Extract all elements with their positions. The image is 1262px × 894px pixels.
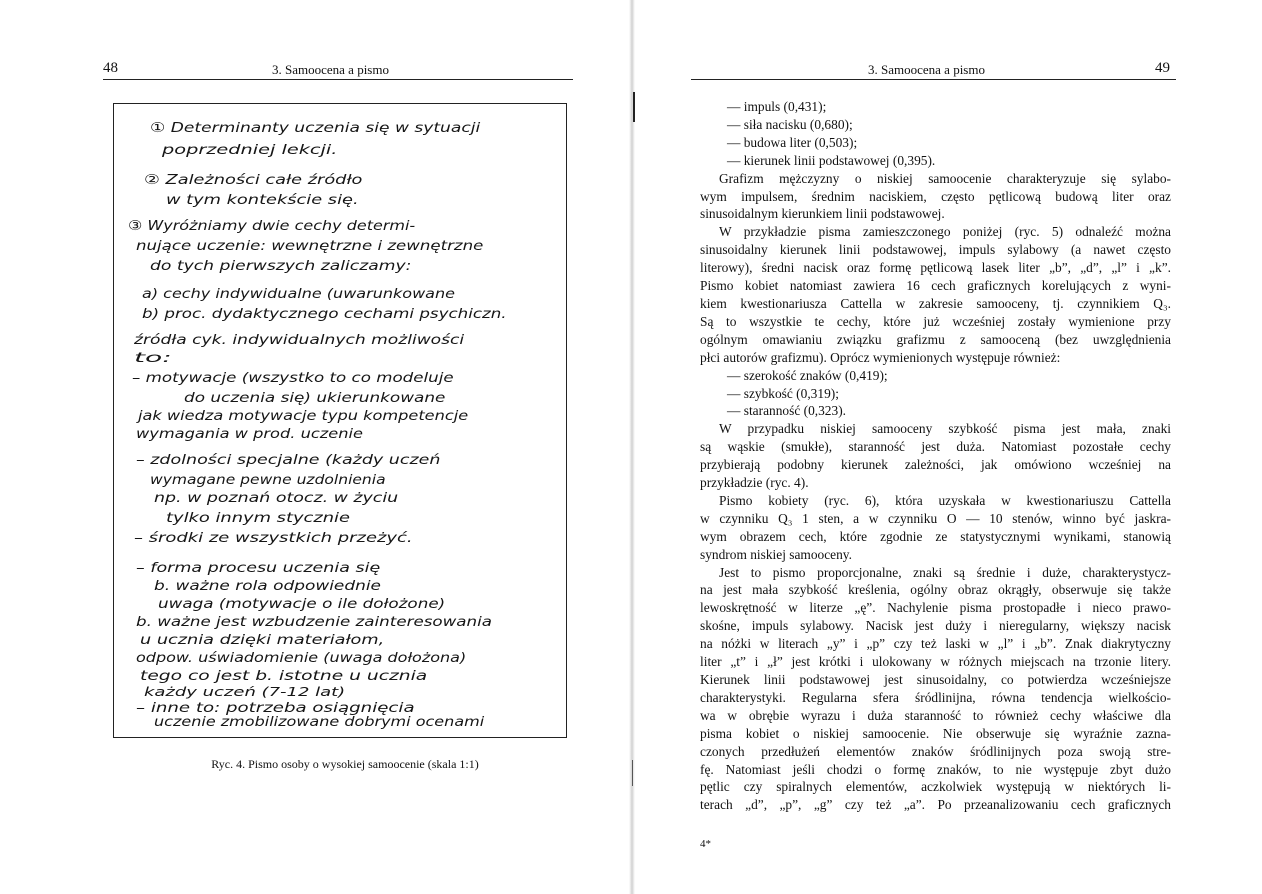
text-line: przybierają podobny kierunek zależności, jak omówiono wcześniej na xyxy=(700,457,1171,473)
text-line: Pismo kobiety (ryc. 6), która uzyskała w kwestionariuszu Cattella xyxy=(719,492,1171,508)
text-line: Są to wszystkie te cechy, które już wcześniej zostały wymienione przy xyxy=(700,313,1171,329)
handwritten-line: do tych pierwszych zaliczamy: xyxy=(150,258,412,274)
page-number: 48 xyxy=(103,60,118,76)
handwritten-line: b) proc. dydaktycznego cechami psychiczn. xyxy=(142,306,507,322)
running-head: 3. Samoocena a pismo xyxy=(868,62,985,77)
text-line: — budowa liter (0,503); xyxy=(727,134,858,150)
handwritten-line: poprzedniej lekcji. xyxy=(160,142,338,158)
handwritten-line: np. w poznań otocz. w życiu xyxy=(154,491,399,506)
text-line: wa w obrębie wyrazu i duża staranność to również cechy właściwe dla xyxy=(700,707,1171,723)
text-line: czonych przedłużeń elementów znaków śródlinijnych poza swoją stre- xyxy=(700,743,1171,759)
text-line: syndrom niskiej samooceny. xyxy=(700,546,852,562)
text-line: na jest mała szybkość kreślenia, ogólny obraz okrągły, obserwuje się także xyxy=(700,582,1171,598)
handwritten-line: ③ Wyróżniamy dwie cechy determi- xyxy=(128,218,416,234)
handwritten-line: – motywacje (wszystko to co modeluje xyxy=(132,370,454,386)
header-rule xyxy=(103,79,573,80)
running-head: 3. Samoocena a pismo xyxy=(272,62,389,77)
text-line: charakterystyki. Regularna sfera śródlinijna, równa tendencja wielkościo- xyxy=(700,689,1171,705)
text-line: — szybkość (0,319); xyxy=(727,385,839,401)
text-line: — impuls (0,431); xyxy=(727,99,827,114)
handwritten-line: tego co jest b. istotne u ucznia xyxy=(140,669,428,684)
text-line: sinusoidalnym kierunkiem linii podstawowej. xyxy=(700,206,945,222)
handwritten-line: b. ważne jest wzbudzenie zainteresowania xyxy=(136,615,493,630)
handwritten-line: nujące uczenie: wewnętrzne i zewnętrzne xyxy=(136,238,484,254)
text-line: sinusoidalny kierunek linii podstawowej, impuls sylabowy (a nawet często xyxy=(700,242,1171,258)
body-text xyxy=(700,98,1171,814)
text-line: fę. Natomiast jeśli chodzi o formę znaków, to nie występuje zbyt dużo xyxy=(700,761,1171,777)
text-line: — kierunek linii podstawowej (0,395). xyxy=(727,152,936,168)
text-line: pisma kobiet o niskiej samoocenie. Nie obserwuje się wyraźnie zazna- xyxy=(700,725,1171,741)
handwritten-line: wymagania w prod. uczenie xyxy=(136,426,363,442)
text-line: wym obrazem cech, które zgodnie ze statystycznymi wynikami, stanowią xyxy=(700,528,1171,544)
handwritten-line: do uczenia się) ukierunkowane xyxy=(184,390,446,406)
handwritten-line: w tym kontekście się. xyxy=(166,192,359,208)
text-line: Jest to pismo proporcjonalne, znaki są średnie i duże, charakterystycz- xyxy=(719,564,1171,580)
handwritten-line: ② Zależności całe źródło xyxy=(144,172,363,188)
text-line: Kierunek linii podstawowej jest sinusoidalny, co potwierdza wcześniejsze xyxy=(700,672,1171,687)
signature-mark: 4* xyxy=(700,838,711,850)
handwritten-line: – zdolności specjalne (każdy uczeń xyxy=(136,452,441,468)
header-rule xyxy=(691,79,1176,80)
figure-caption: Ryc. 4. Pismo osoby o wysokiej samoocenie (skala 1:1) xyxy=(211,757,479,771)
handwritten-line: to: xyxy=(134,351,172,366)
text-line: lewoskrętność w literze „ę”. Nachylenie pisma prostopadłe i nieco prawo- xyxy=(700,600,1171,616)
handwritten-line: – inne to: potrzeba osiągnięcia xyxy=(136,700,415,716)
text-line: kiem kwestionariusza Cattella w zakresie samooceny, tj. czynnikiem Q₃. xyxy=(700,295,1171,311)
text-line: Grafizm mężczyzny o niskiej samoocenie charakteryzuje się sylabo- xyxy=(719,170,1171,186)
text-line: terach „d”, „p”, „g” czy też „a”. Po przeanalizowaniu cech graficznych xyxy=(700,797,1171,813)
text-line: na nóżki w literach „y” i „p” czy też laski w „l” i „b”. Znak diakrytyczny xyxy=(700,636,1171,652)
handwritten-line: u ucznia dzięki materiałom, xyxy=(140,633,385,648)
handwritten-line: – forma procesu uczenia się xyxy=(136,560,381,576)
right-page xyxy=(631,0,1262,894)
handwritten-line: b. ważne rola odpowiednie xyxy=(154,579,381,594)
text-line: w czynniku Q₃ 1 sten, a w czynniku O — 10 stenów, winno być jaskra- xyxy=(700,510,1171,526)
text-line: ogólnym omawianiu związku grafizmu z samooceną (bez uwzględnienia xyxy=(700,331,1171,347)
text-line: — szerokość znaków (0,419); xyxy=(727,367,888,383)
text-line: liter „t” i „ł” jest krótki i ulokowany w różnych miejscach na trzonie litery. xyxy=(700,654,1171,670)
handwritten-line: tylko innym stycznie xyxy=(166,511,350,526)
handwriting-figure xyxy=(113,103,567,738)
text-line: są wąskie (smukłe), staranność jest duża. Natomiast pozostałe cechy xyxy=(700,439,1171,455)
handwritten-line: uczenie zmobilizowane dobrymi ocenami xyxy=(154,715,485,730)
handwritten-line: każdy uczeń (7-12 lat) xyxy=(144,685,346,699)
text-line: pętlic czy spiralnych elementów, aczkolwiek występują w niektórych li- xyxy=(700,779,1171,795)
handwritten-line: źródła cyk. indywidualnych możliwości xyxy=(132,332,465,348)
text-line: wym impulsem, średnim naciskiem, często pętlicową budową liter oraz xyxy=(700,188,1171,204)
text-line: — staranność (0,323). xyxy=(727,403,846,419)
text-line: przykładzie (ryc. 4). xyxy=(700,475,809,491)
handwriting-sample xyxy=(114,104,566,737)
handwritten-line: jak wiedza motywacje typu kompetencje xyxy=(135,408,469,424)
handwritten-line: wymagane pewne uzdolnienia xyxy=(150,472,386,488)
text-line: W przykładzie pisma zamieszczonego poniżej (ryc. 5) odnaleźć można xyxy=(719,224,1171,240)
handwritten-line: ① Determinanty uczenia się w sytuacji xyxy=(150,120,481,136)
handwritten-line: odpow. uświadomienie (uwaga dołożona) xyxy=(136,651,467,666)
page-number: 49 xyxy=(1155,60,1170,76)
handwritten-line: uwaga (motywacje o ile dołożone) xyxy=(158,597,446,612)
text-line: Pismo kobiet natomiast zawiera 16 cech graficznych korelujących z wyni- xyxy=(700,278,1171,294)
text-line: płci autorów grafizmu). Oprócz wymienionych występuje również: xyxy=(700,349,1061,365)
text-line: W przypadku niskiej samooceny szybkość pisma jest mała, znaki xyxy=(719,421,1171,437)
text-line: — siła nacisku (0,680); xyxy=(727,116,853,132)
text-line: literowy), średni nacisk oraz formę pętlicową lasek liter „b”, „d”, „l” i „k”. xyxy=(700,260,1171,276)
handwritten-line: a) cechy indywidualne (uwarunkowane xyxy=(142,286,455,302)
handwritten-line: – środki ze wszystkich przeżyć. xyxy=(134,530,413,546)
text-line: skośne, impuls sylabowy. Nacisk jest duży i nieregularny, większy nacisk xyxy=(700,618,1171,634)
